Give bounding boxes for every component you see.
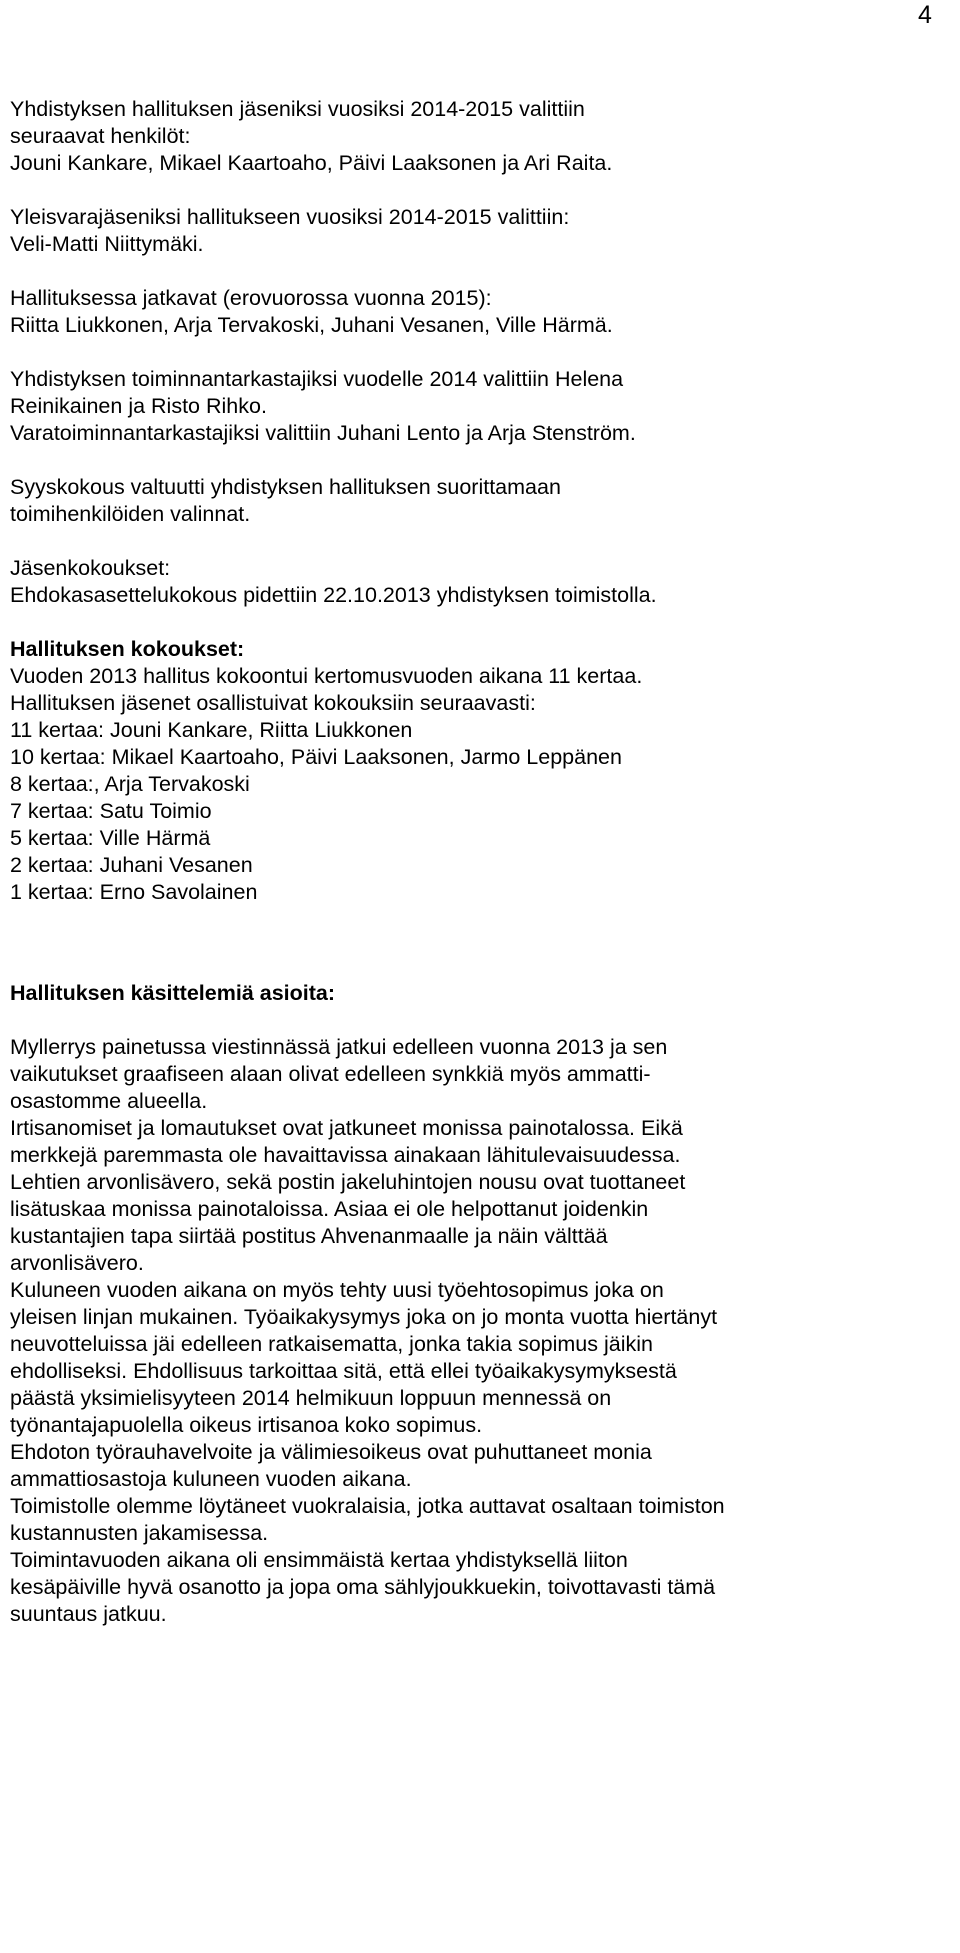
text-line: 5 kertaa: Ville Härmä <box>10 826 211 850</box>
text-line: ehdolliseksi. Ehdollisuus tarkoittaa sitä, että ellei työaikakysymyksestä <box>10 1359 677 1383</box>
text-line: Yhdistyksen toiminnantarkastajiksi vuodelle 2014 valittiin Helena <box>10 367 624 391</box>
board-meetings-section <box>10 636 950 906</box>
text-line: lisätuskaa monissa painotaloissa. Asiaa ei ole helpottanut joidenkin <box>10 1197 649 1221</box>
spacer <box>10 1007 950 1034</box>
text-line: Kuluneen vuoden aikana on myös tehty uusi työehtosopimus joka on <box>10 1278 664 1302</box>
text-line: Vuoden 2013 hallitus kokoontui kertomusvuoden aikana 11 kertaa. <box>10 664 643 688</box>
text-line: seuraavat henkilöt: <box>10 124 191 148</box>
board-meetings-heading: Hallituksen kokoukset: <box>10 637 245 661</box>
text-line: 11 kertaa: Jouni Kankare, Riitta Liukkonen <box>10 718 413 742</box>
deputy-member-paragraph <box>10 204 950 258</box>
text-line: osastomme alueella. <box>10 1089 208 1113</box>
text-line: Ehdoton työrauhavelvoite ja välimiesoikeus ovat puhuttaneet monia <box>10 1440 652 1464</box>
text-line: 7 kertaa: Satu Toimio <box>10 799 212 823</box>
text-line: 8 kertaa:, Arja Tervakoski <box>10 772 250 796</box>
text-line: työnantajapuolella oikeus irtisanoa koko sopimus. <box>10 1413 483 1437</box>
text-line: Yleisvarajäseniksi hallitukseen vuosiksi 2014-2015 valittiin: <box>10 205 570 229</box>
text-line: kustannusten jakamisessa. <box>10 1521 269 1545</box>
text-line: suuntaus jatkuu. <box>10 1602 167 1626</box>
autumn-meeting-paragraph <box>10 474 950 528</box>
text-line: Jäsenkokoukset: <box>10 556 171 580</box>
continuing-members-paragraph <box>10 285 950 339</box>
text-line: toimihenkilöiden valinnat. <box>10 502 251 526</box>
member-meetings-paragraph <box>10 555 950 609</box>
text-line: päästä yksimielisyyteen 2014 helmikuun loppuun mennessä on <box>10 1386 612 1410</box>
text-line: Ehdokasasettelukokous pidettiin 22.10.2013 yhdistyksen toimistolla. <box>10 583 657 607</box>
text-line: 2 kertaa: Juhani Vesanen <box>10 853 253 877</box>
board-matters-heading: Hallituksen käsittelemiä asioita: <box>10 981 336 1005</box>
text-line: Hallituksessa jatkavat (erovuorossa vuonna 2015): <box>10 286 492 310</box>
text-line: kesäpäiville hyvä osanotto ja jopa oma sählyjoukkuekin, toivottavasti tämä <box>10 1575 716 1599</box>
text-line: 10 kertaa: Mikael Kaartoaho, Päivi Laaksonen, Jarmo Leppänen <box>10 745 622 769</box>
text-line: merkkejä paremmasta ole havaittavissa ainakaan lähitulevaisuudessa. <box>10 1143 681 1167</box>
text-line: Syyskokous valtuutti yhdistyksen hallituksen suorittamaan <box>10 475 561 499</box>
text-line: Toimintavuoden aikana oli ensimmäistä kertaa yhdistyksellä liiton <box>10 1548 628 1572</box>
auditors-paragraph <box>10 366 950 447</box>
text-line: arvonlisävero. <box>10 1251 144 1275</box>
text-line: Reinikainen ja Risto Rihko. <box>10 394 267 418</box>
text-line: Toimistolle olemme löytäneet vuokralaisia, jotka auttavat osaltaan toimiston <box>10 1494 725 1518</box>
text-line: kustantajien tapa siirtää postitus Ahvenanmaalle ja näin välttää <box>10 1224 608 1248</box>
text-line: Myllerrys painetussa viestinnässä jatkui edelleen vuonna 2013 ja sen <box>10 1035 668 1059</box>
text-line: Yhdistyksen hallituksen jäseniksi vuosiksi 2014-2015 valittiin <box>10 97 585 121</box>
board-matters-section <box>10 980 950 1628</box>
text-line: 1 kertaa: Erno Savolainen <box>10 880 258 904</box>
text-line: Varatoiminnantarkastajiksi valittiin Juhani Lento ja Arja Stenström. <box>10 421 636 445</box>
text-line: vaikutukset graafiseen alaan olivat edelleen synkkiä myös ammatti- <box>10 1062 651 1086</box>
page-number: 4 <box>918 1 932 29</box>
text-line: neuvotteluissa jäi edelleen ratkaisematta, jonka takia sopimus jäikin <box>10 1332 653 1356</box>
text-line: ammattiosastoja kuluneen vuoden aikana. <box>10 1467 412 1491</box>
text-line: Jouni Kankare, Mikael Kaartoaho, Päivi Laaksonen ja Ari Raita. <box>10 151 613 175</box>
text-line: Riitta Liukkonen, Arja Tervakoski, Juhani Vesanen, Ville Härmä. <box>10 313 613 337</box>
text-line: Veli-Matti Niittymäki. <box>10 232 204 256</box>
text-line: Lehtien arvonlisävero, sekä postin jakeluhintojen nousu ovat tuottaneet <box>10 1170 686 1194</box>
board-election-paragraph <box>10 96 950 177</box>
text-line: Irtisanomiset ja lomautukset ovat jatkuneet monissa painotalossa. Eikä <box>10 1116 683 1140</box>
text-line: Hallituksen jäsenet osallistuivat kokouksiin seuraavasti: <box>10 691 536 715</box>
document-body <box>10 96 950 1628</box>
text-line: yleisen linjan mukainen. Työaikakysymys joka on jo monta vuotta hiertänyt <box>10 1305 718 1329</box>
